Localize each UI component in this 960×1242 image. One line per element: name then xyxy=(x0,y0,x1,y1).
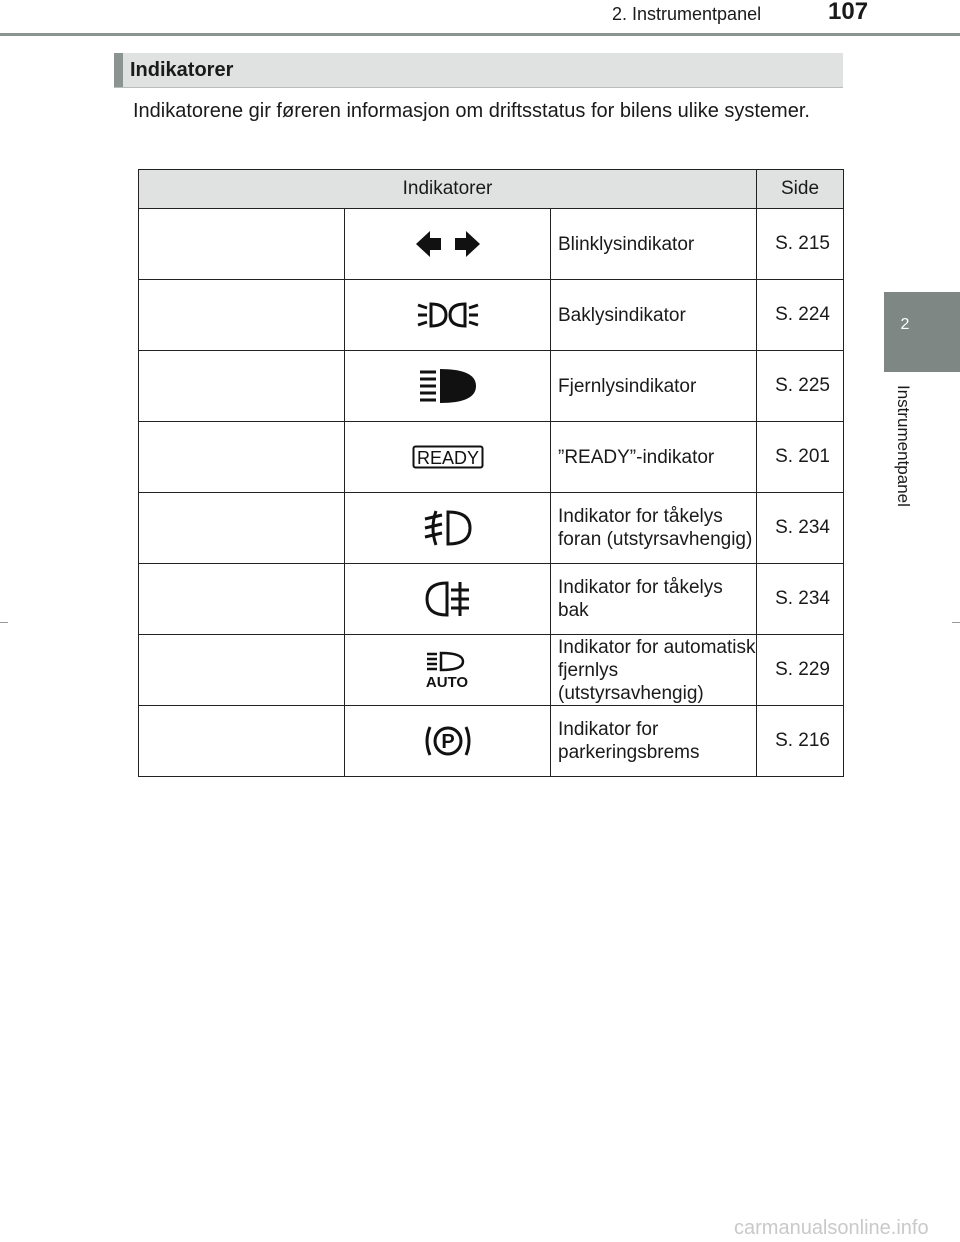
row-blank-cell xyxy=(139,493,345,564)
row-name xyxy=(551,635,757,706)
footer-watermark: carmanualsonline.info xyxy=(734,1217,929,1239)
table-row xyxy=(139,564,844,635)
table-row xyxy=(139,351,844,422)
table-row xyxy=(139,422,844,493)
row-name: Indikator for parkeringsbrems xyxy=(551,706,757,777)
row-name-line2: (utstyrsavhengig) xyxy=(558,682,704,704)
turn-signal-arrows-icon xyxy=(416,229,480,259)
row-icon-cell xyxy=(345,351,551,422)
row-icon-cell xyxy=(345,564,551,635)
row-blank-cell xyxy=(139,280,345,351)
row-icon-cell xyxy=(345,280,551,351)
parking-brake-icon xyxy=(422,722,474,760)
front-fog-light-icon xyxy=(422,509,474,547)
auto-high-beam-icon xyxy=(423,651,473,689)
ready-badge-icon xyxy=(412,445,484,469)
row-name: Fjernlysindikator xyxy=(551,351,757,422)
row-blank-cell xyxy=(139,209,345,280)
row-blank-cell xyxy=(139,564,345,635)
table-header-row xyxy=(139,170,844,209)
row-page-link[interactable]: S. 215 xyxy=(757,209,844,280)
chapter-number: 2 xyxy=(900,316,910,333)
header-divider xyxy=(0,33,960,36)
ready-badge-text: READY xyxy=(416,448,479,468)
rear-fog-light-icon xyxy=(425,580,471,618)
row-page-link[interactable]: S. 225 xyxy=(757,351,844,422)
crop-mark-right xyxy=(952,622,960,623)
indicator-table xyxy=(138,169,844,777)
row-name: ”READY”-indikator xyxy=(551,422,757,493)
table-row xyxy=(139,635,844,706)
row-name: Indikator for tåkelys bak xyxy=(551,564,757,635)
row-name: Indikator for tåkelys foran (utstyrsavhengig) xyxy=(551,493,757,564)
header-page: Side xyxy=(757,170,844,209)
row-icon-cell xyxy=(345,635,551,706)
row-name: Blinklysindikator xyxy=(551,209,757,280)
intro-paragraph: Indikatorene gir føreren informasjon om driftsstatus for bilens ulike systemer. xyxy=(133,100,810,122)
table-row xyxy=(139,280,844,351)
section-title: Indikatorer xyxy=(130,59,234,81)
row-page-link[interactable]: S. 216 xyxy=(757,706,844,777)
row-page-link[interactable]: S. 234 xyxy=(757,493,844,564)
table-row xyxy=(139,209,844,280)
page-number: 107 xyxy=(828,0,869,25)
chapter-side-label: Instrumentpanel xyxy=(894,385,913,507)
row-blank-cell xyxy=(139,635,345,706)
chapter-side-tab[interactable] xyxy=(884,292,960,372)
row-icon-cell xyxy=(345,493,551,564)
row-page-link[interactable]: S. 234 xyxy=(757,564,844,635)
row-blank-cell xyxy=(139,706,345,777)
row-icon-cell xyxy=(345,209,551,280)
header-indicators: Indikatorer xyxy=(139,170,757,209)
row-page-link[interactable]: S. 229 xyxy=(757,635,844,706)
row-blank-cell xyxy=(139,351,345,422)
auto-text: AUTO xyxy=(425,674,468,689)
tail-light-icon xyxy=(416,300,480,330)
row-name-line1: Indikator for automatisk fjernlys xyxy=(558,636,756,681)
section-accent xyxy=(114,53,123,87)
row-page-link[interactable]: S. 224 xyxy=(757,280,844,351)
header-chapter-title: 2. Instrumentpanel xyxy=(612,4,762,24)
table-row xyxy=(139,706,844,777)
parking-p-text: P xyxy=(440,731,455,753)
high-beam-icon xyxy=(418,367,478,405)
row-page-link[interactable]: S. 201 xyxy=(757,422,844,493)
row-blank-cell xyxy=(139,422,345,493)
row-icon-cell xyxy=(345,706,551,777)
row-icon-cell xyxy=(345,422,551,493)
section-heading-bar xyxy=(114,53,843,88)
row-name: Baklysindikator xyxy=(551,280,757,351)
crop-mark-left xyxy=(0,622,8,623)
table-row xyxy=(139,493,844,564)
